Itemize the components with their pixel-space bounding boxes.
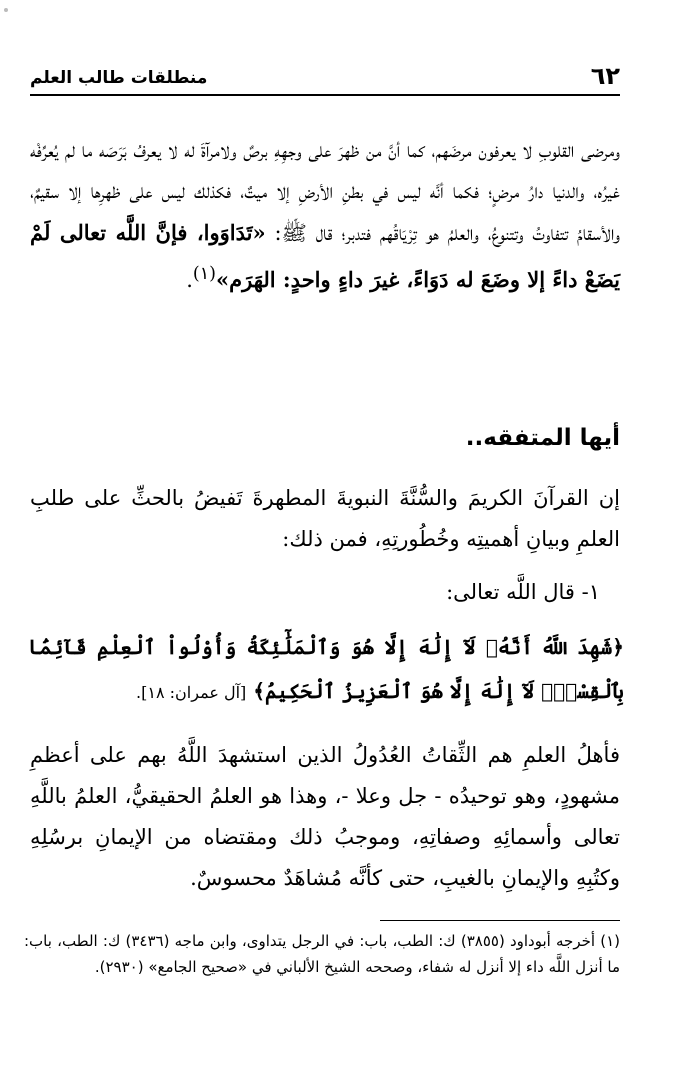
scan-speck [4,8,8,12]
paragraph-2-block [30,478,620,560]
paragraph-3-block [30,735,620,899]
running-title: منطلقات طالب العلم [30,68,208,88]
hadith-text: «تَدَاوَوا، فإنَّ اللَّه تعالى لَمْ يَضَعْ داءً إلا وضَعَ له دَوَاءً، غيرَ داءٍ واحدٍ: الهَرَم» [30,220,620,292]
page-number: ٦٢ [590,62,620,90]
page-header [30,54,620,96]
section-heading: أيها المتفقه.. [465,425,620,451]
verse-reference: [آل عمران: ١٨]. [136,683,247,702]
footnote: (١) أخرجه أبوداود (٣٨٥٥) ك: الطب، باب: في الرجل يتداوى، وابن ماجه (٣٤٣٦) ك: الطب، باب: ما أنزل اللَّه داء إلا أنزل له شفاء، وصححه الشيخ الألباني في «صحيح الجامع» (٢٩٣٠). [24,932,621,976]
paragraph-1-text: ومرضى القلوبِ لا يعرفون مرضَهم، كما أنَّ من ظهرَ على وجهِهِ برصٌ ولامرآةَ له لا يعرفُ بَرَصَه ما لم يُعرِّفْه غيرُه، والدنيا دارُ مرضٍ؛ فكما أنَّه ليس في بطنِ الأرضِ إلا ميتٌ، فكذلك ليس على ظهرِها إلا سقيمٌ، والأسقامُ تتفاوتُ وتتنوعُ، والعلمُ هو تِرْيَاقُهم فتدبر؛ قال ﷺ: [30,138,620,245]
quran-verse [28,625,624,715]
verse-text: ﴿شَهِدَ اللَّهُ أَنَّهُۥ لَآ إِلَٰهَ إِلَّا هُوَ وَٱلْمَلَٰٓئِكَةُ وَأُوْلُواْ ٱلْعِلْمِ قَآئِمَۢا بِٱلْقِسْطِۚ لَآ إِلَٰهَ إِلَّا هُوَ ٱلْعَزِيزُ ٱلْحَكِيمُ﴾ [28,635,624,703]
paragraph-1-block [30,130,620,301]
paragraph-1: ومرضى القلوبِ لا يعرفون مرضَهم، كما أنَّ من ظهرَ على وجهِهِ برصٌ ولامرآةَ له لا يعرفُ بَرَصَه ما لم يُعرِّفْه غيرُه، والدنيا دارُ مرضٍ؛ فكما أنَّه ليس في بطنِ الأرضِ إلا ميتٌ، فكذلك ليس على ظهرِها إلا سقيمٌ، والأسقامُ تتفاوتُ وتتنوعُ، والعلمُ هو تِرْيَاقُهم فتدبر؛ قال ﷺ: «تَدَاوَوا، فإنَّ اللَّه تعالى لَمْ يَضَعْ داءً إلا وضَعَ له دَوَاءً، غيرَ داءٍ واحدٍ: الهَرَم»$^{(١)}$. [30,138,620,292]
footnote-divider [380,920,620,921]
footnote-ref: (١) [192,264,216,284]
list-item-1: ١- قال اللَّه تعالى: [446,580,600,604]
paragraph-2: إن القرآنَ الكريمَ والسُّنَّةَ النبويةَ المطهرةَ تَفيضُ بالحثِّ على طلبِ العلمِ وبيانِ أهميتِه وخُطُورتِهِ، فمن ذلك: [30,486,620,551]
paragraph-3: فأهلُ العلمِ هم الثِّقاتُ العُدُولُ الذين استشهدَ اللَّهُ بهم على أعظمِ مشهودٍ، وهو توحيدُه - جل وعلا -، وهذا هو العلمُ الحقيقيُّ، العلمُ باللَّهِ تعالى وأسمائِهِ وصفاتِهِ، وموجبُ ذلك ومقتضاه من الإيمانِ برسُلِهِ وكتُبِهِ والإيمانِ بالغيبِ، حتى كأنَّه مُشاهَدٌ محسوسٌ. [30,743,620,890]
